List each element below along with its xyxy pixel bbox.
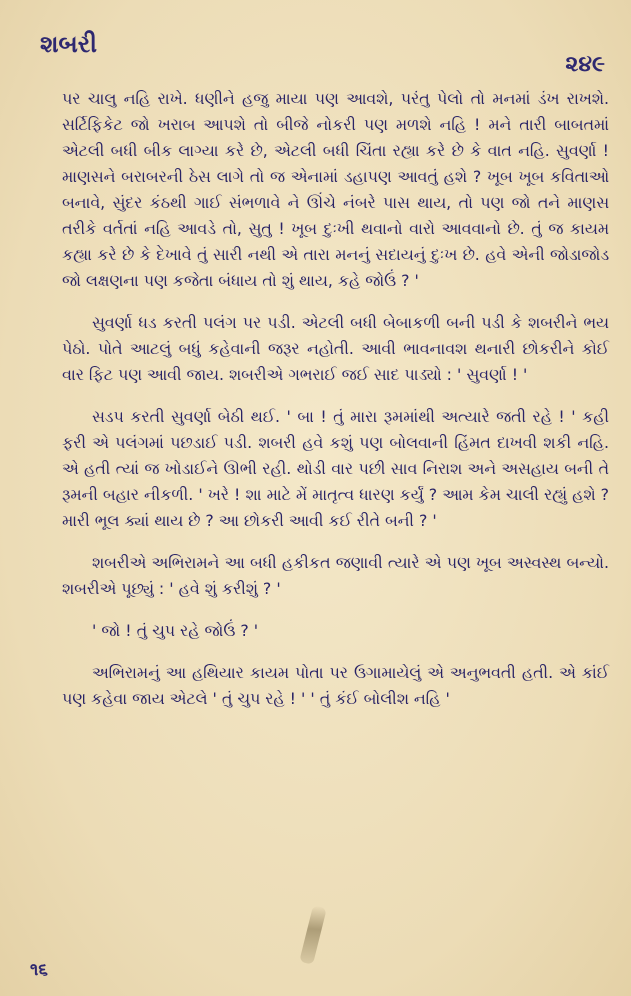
paragraph-continued: પર ચાલુ નહિ રાખે. ધણીને હજુ માયા પણ આવશે, પરંતુ પેલો તો મનમાં ડંખ રાખશે. સર્ટિફિકેટ જો ખરાબ આપશે તો બીજે નોકરી પણ મળશે નહિ ! મને તારી બાબતમાં એટલી બધી બીક લાગ્યા કરે છે, એટલી બધી ચિંતા રહ્યા કરે છે કે વાત નહિ. સુવર્ણા ! માણસને બરાબરની ઠેસ લાગે તો જ એનામાં ડહાપણ આવતું હશે ? ખૂબ ખૂબ કવિતાઓ બનાવે, સુંદર કંઠથી ગાઈ સંભળાવે ને ઊંચે નંબરે પાસ થાય, તો પણ જો તને માણસ તરીકે વર્તતાં નહિ આવડે તો, સુતુ ! ખૂબ દુઃખી થવાનો વારો આવવાનો છે. તું જ કાયમ કહ્યા કરે છે કે દેખાવે તું સારી નથી એ તારા મનનું સદાયનું દુઃખ છે. હવે એની જોડાજોડ જો લક્ષણના પણ કજેતા બંધાય તો શું થાય, કહે જોઉં ? ' bbox=[62, 89, 609, 290]
paragraph: સુવર્ણા ધડ કરતી પલંગ પર પડી. એટલી બધી બેબાકળી બની પડી કે શબરીને ભય પેઠો. પોતે આટલું બધું કહેવાની જરૂર નહોતી. આવી ભાવનાવશ થનારી છોકરીને કોઈ વાર ફિટ પણ આવી જાય. શબરીએ ગભરાઈ જઈ સાદ પાડ્યો : ' સુવર્ણા ! ' bbox=[62, 313, 609, 384]
paragraph-dialogue: ' જો ! તું ચુપ રહે જોઉં ? ' bbox=[92, 621, 259, 640]
page-header bbox=[40, 30, 605, 77]
paragraph: શબરીએ અભિરામને આ બધી હકીકત જણાવી ત્યારે એ પણ ખૂબ અસ્વસ્થ બન્યો. શબરીએ પૂછ્યું : ' હવે શું કરીશું ? ' bbox=[62, 553, 609, 598]
page-number: ૨૪૯ bbox=[565, 52, 605, 77]
pen-mark-scan-artifact bbox=[299, 905, 327, 965]
paragraph: અભિરામનું આ હથિયાર કાયમ પોતા પર ઉગામાયેલું એ અનુભવતી હતી. એ કાંઈ પણ કહેવા જાય એટલે ' તું ચુપ રહે ! ' ' તું કંઈ બોલીશ નહિ ' bbox=[62, 663, 609, 708]
paragraph: સડપ કરતી સુવર્ણા બેઠી થઈ. ' બા ! તું મારા રૂમમાંથી અત્યારે જતી રહે ! ' કહી ફરી એ પલંગમાં પછડાઈ પડી. શબરી હવે કશું પણ બોલવાની હિંમત દાખવી શકી નહિ. એ હતી ત્યાં જ ખોડાઈને ઊભી રહી. થોડી વાર પછી સાવ નિરાશ અને અસહાય બની તે રૂમની બહાર નીકળી. ' ખરે ! શા માટે મેં માતૃત્વ ધારણ કર્યું ? આમ કેમ ચાલી રહ્યું હશે ? મારી ભૂલ ક્યાં થાય છે ? આ છોકરી આવી કઈ રીતે બની ? ' bbox=[62, 407, 609, 530]
signature-mark: ૧૬ bbox=[30, 960, 48, 980]
body-text bbox=[62, 86, 609, 728]
running-title: શબરી bbox=[40, 30, 98, 58]
